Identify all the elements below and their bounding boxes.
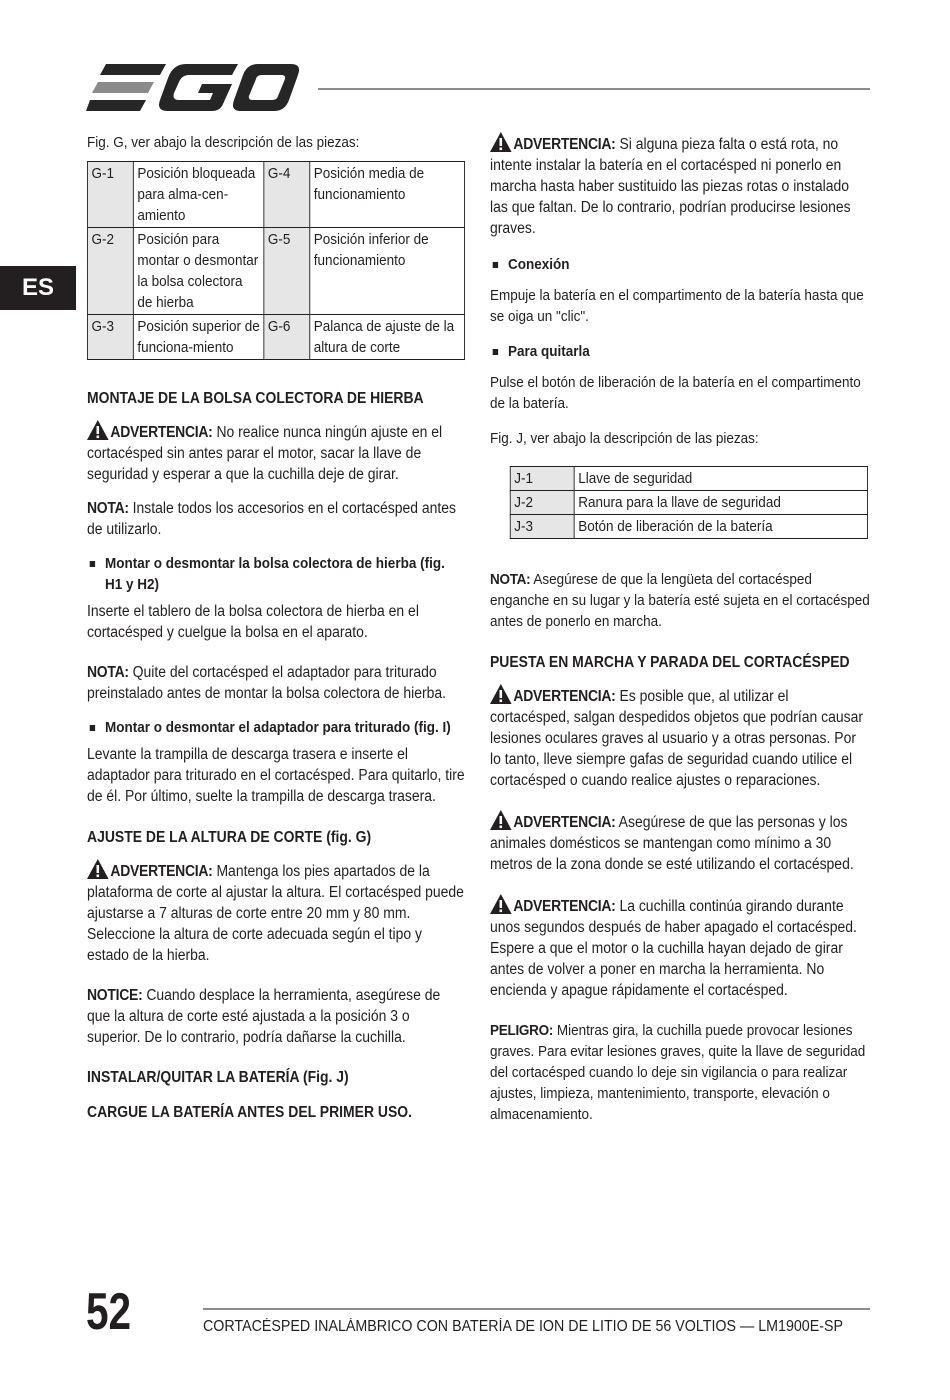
right-column	[490, 132, 870, 1138]
part-code: G-2	[87, 228, 133, 315]
table-row	[87, 162, 464, 228]
warning-text: Asegúrese de que las personas y los animales domésticos se mantengan como mínimo a 30 metros de la zona donde se esté utilizando el cortacésped.	[490, 814, 854, 873]
part-code: J-1	[510, 467, 574, 491]
warning-label: ADVERTENCIA:	[513, 688, 616, 705]
paragraph-conexion: Empuje la batería en el compartimento de la batería hasta que se oiga un "clic".	[490, 287, 864, 325]
warning-icon	[490, 894, 512, 914]
part-desc: Ranura para la llave de seguridad	[574, 491, 867, 515]
section-heading-altura: AJUSTE DE LA ALTURA DE CORTE (fig. G)	[87, 829, 372, 846]
warning-icon	[490, 132, 512, 152]
table-row	[510, 467, 867, 491]
notice-text: Cuando desplace la herramienta, asegúrese de que la altura de corte esté ajustada a la posición 3 o superior. De lo contrario, podría dañarse la cuchilla.	[87, 987, 441, 1046]
danger	[490, 1020, 870, 1125]
paragraph-bolsa: Inserte el tablero de la bolsa colectora de hierba en el cortacésped y cuelgue la bolsa en el aparato.	[87, 603, 419, 641]
warning-text: La cuchilla continúa girando durante unos segundos después de haber apagado el cortacésped. Espere a que el motor o la cuchilla hayan dejado de girar antes de volver a poner en marcha la herramienta. No encienda y apague rápidamente el cortacésped.	[490, 898, 857, 999]
table-row	[510, 491, 867, 515]
part-desc: Botón de liberación de la batería	[574, 515, 867, 539]
warning-label: ADVERTENCIA:	[513, 898, 616, 915]
section-heading-bolsa: MONTAJE DE LA BOLSA COLECTORA DE HIERBA	[87, 390, 424, 407]
part-desc: Palanca de ajuste de la altura de corte	[310, 315, 465, 360]
part-code: G-6	[264, 315, 310, 360]
part-code: G-5	[264, 228, 310, 315]
part-desc: Posición bloqueada para alma-cen-amiento	[133, 162, 263, 228]
part-code: J-3	[510, 515, 574, 539]
part-code: G-3	[87, 315, 133, 360]
note-text: Instale todos los accesorios en el cortacésped antes de utilizarlo.	[87, 500, 457, 538]
bullet-conexion: Conexión	[490, 254, 870, 275]
warning-6	[490, 894, 870, 1001]
warning-text: Mantenga los pies apartados de la plataforma de corte al ajustar la altura. El cortacésped puede ajustarse a 7 alturas de corte entre 20 mm y 80 mm. Seleccione la altura de corte adecuada según el tipo y estado de la hierba.	[87, 863, 464, 964]
notice-label: NOTICE:	[87, 987, 143, 1004]
table-row	[510, 515, 867, 539]
danger-label: PELIGRO:	[490, 1022, 554, 1039]
section-heading-bateria: INSTALAR/QUITAR LA BATERÍA (Fig. J)	[87, 1069, 349, 1086]
warning-1	[87, 420, 465, 485]
warning-text: Si alguna pieza falta o está rota, no intente instalar la batería en el cortacésped ni ponerlo en marcha hasta haber sustituido las piezas rotas o instalado las que faltan. De lo contrario, podrían producirse lesiones graves.	[490, 136, 851, 237]
ego-logo	[86, 62, 300, 114]
header-rule	[318, 88, 870, 90]
section-heading-cargue: CARGUE LA BATERÍA ANTES DEL PRIMER USO.	[87, 1104, 412, 1121]
footer-rule	[203, 1308, 870, 1310]
warning-2	[87, 859, 465, 966]
left-column	[87, 132, 465, 1134]
part-code: G-1	[87, 162, 133, 228]
warning-icon	[490, 684, 512, 704]
language-tab: ES	[0, 266, 76, 310]
note-label: NOTA:	[87, 664, 129, 681]
note-2	[87, 662, 465, 704]
page-number: 52	[86, 1283, 132, 1341]
note-text: Asegúrese de que la lengüeta del cortacésped enganche en su lugar y la batería esté sujeta en el cortacésped antes de ponerlo en marcha.	[490, 571, 870, 630]
bullet-adaptador: Montar o desmontar el adaptador para triturado (fig. I)	[87, 717, 465, 738]
part-code: J-2	[510, 491, 574, 515]
part-desc: Posición media de funcionamiento	[310, 162, 465, 228]
part-desc: Posición para montar o desmontar la bolsa colectora de hierba	[133, 228, 263, 315]
paragraph-quitar: Pulse el botón de liberación de la batería en el compartimento de la batería.	[490, 374, 861, 412]
part-desc: Llave de seguridad	[574, 467, 867, 491]
fig-j-intro: Fig. J, ver abajo la descripción de las piezas:	[490, 430, 759, 447]
fig-g-intro: Fig. G, ver abajo la descripción de las piezas:	[87, 134, 360, 151]
bullet-bolsa: Montar o desmontar la bolsa colectora de hierba (fig. H1 y H2)	[87, 553, 465, 595]
part-desc: Posición superior de funciona-miento	[133, 315, 263, 360]
section-heading-puesta: PUESTA EN MARCHA Y PARADA DEL CORTACÉSPED	[490, 654, 850, 671]
warning-icon	[490, 810, 512, 830]
note-text: Quite del cortacésped el adaptador para triturado preinstalado antes de montar la bolsa colectora de hierba.	[87, 664, 447, 702]
footer-title: CORTACÉSPED INALÁMBRICO CON BATERÍA DE ION DE LITIO DE 56 VOLTIOS — LM1900E-SP	[203, 1318, 844, 1335]
svg-text:EGO: EGO	[86, 62, 89, 63]
warning-4	[490, 684, 870, 791]
warning-text: Es posible que, al utilizar el cortacésped, salgan despedidos objetos que podrían causar lesiones oculares graves al usuario y a otras personas. Por lo tanto, lleve siempre gafas de seguridad cuando utilice el cortacésped o cuando realice ajustes o reparaciones.	[490, 688, 864, 789]
warning-icon	[87, 859, 109, 879]
warning-icon	[87, 420, 109, 440]
warning-label: ADVERTENCIA:	[110, 863, 213, 880]
bullet-quitar: Para quitarla	[490, 341, 870, 362]
part-desc: Posición inferior de funcionamiento	[310, 228, 465, 315]
paragraph-adaptador: Levante la trampilla de descarga trasera e inserte el adaptador para triturado en el cortacésped. Para quitarlo, tire de él. Por último, suelte la trampilla de descarga trasera.	[87, 746, 465, 805]
warning-label: ADVERTENCIA:	[513, 136, 616, 153]
warning-text: No realice nunca ningún ajuste en el cortacésped sin antes parar el motor, sacar la llave de seguridad y esperar a que la cuchilla deje de girar.	[87, 424, 443, 483]
table-row	[87, 315, 464, 360]
warning-label: ADVERTENCIA:	[513, 814, 616, 831]
note-label: NOTA:	[87, 500, 129, 517]
notice	[87, 985, 465, 1048]
warning-5	[490, 810, 870, 875]
table-row	[87, 228, 464, 315]
parts-table-j	[510, 466, 868, 539]
danger-text: Mientras gira, la cuchilla puede provocar lesiones graves. Para evitar lesiones graves, quite la llave de seguridad del cortacésped cuando lo deje sin vigilancia o para realizar ajustes, limpieza, mantenimiento, transporte, elevación o almacenamiento.	[490, 1022, 866, 1123]
part-code: G-4	[264, 162, 310, 228]
parts-table-g	[87, 161, 465, 360]
warning-label: ADVERTENCIA:	[110, 424, 213, 441]
note-1	[87, 498, 465, 540]
note-3	[490, 569, 870, 632]
warning-3	[490, 132, 870, 239]
note-label: NOTA:	[490, 571, 531, 588]
